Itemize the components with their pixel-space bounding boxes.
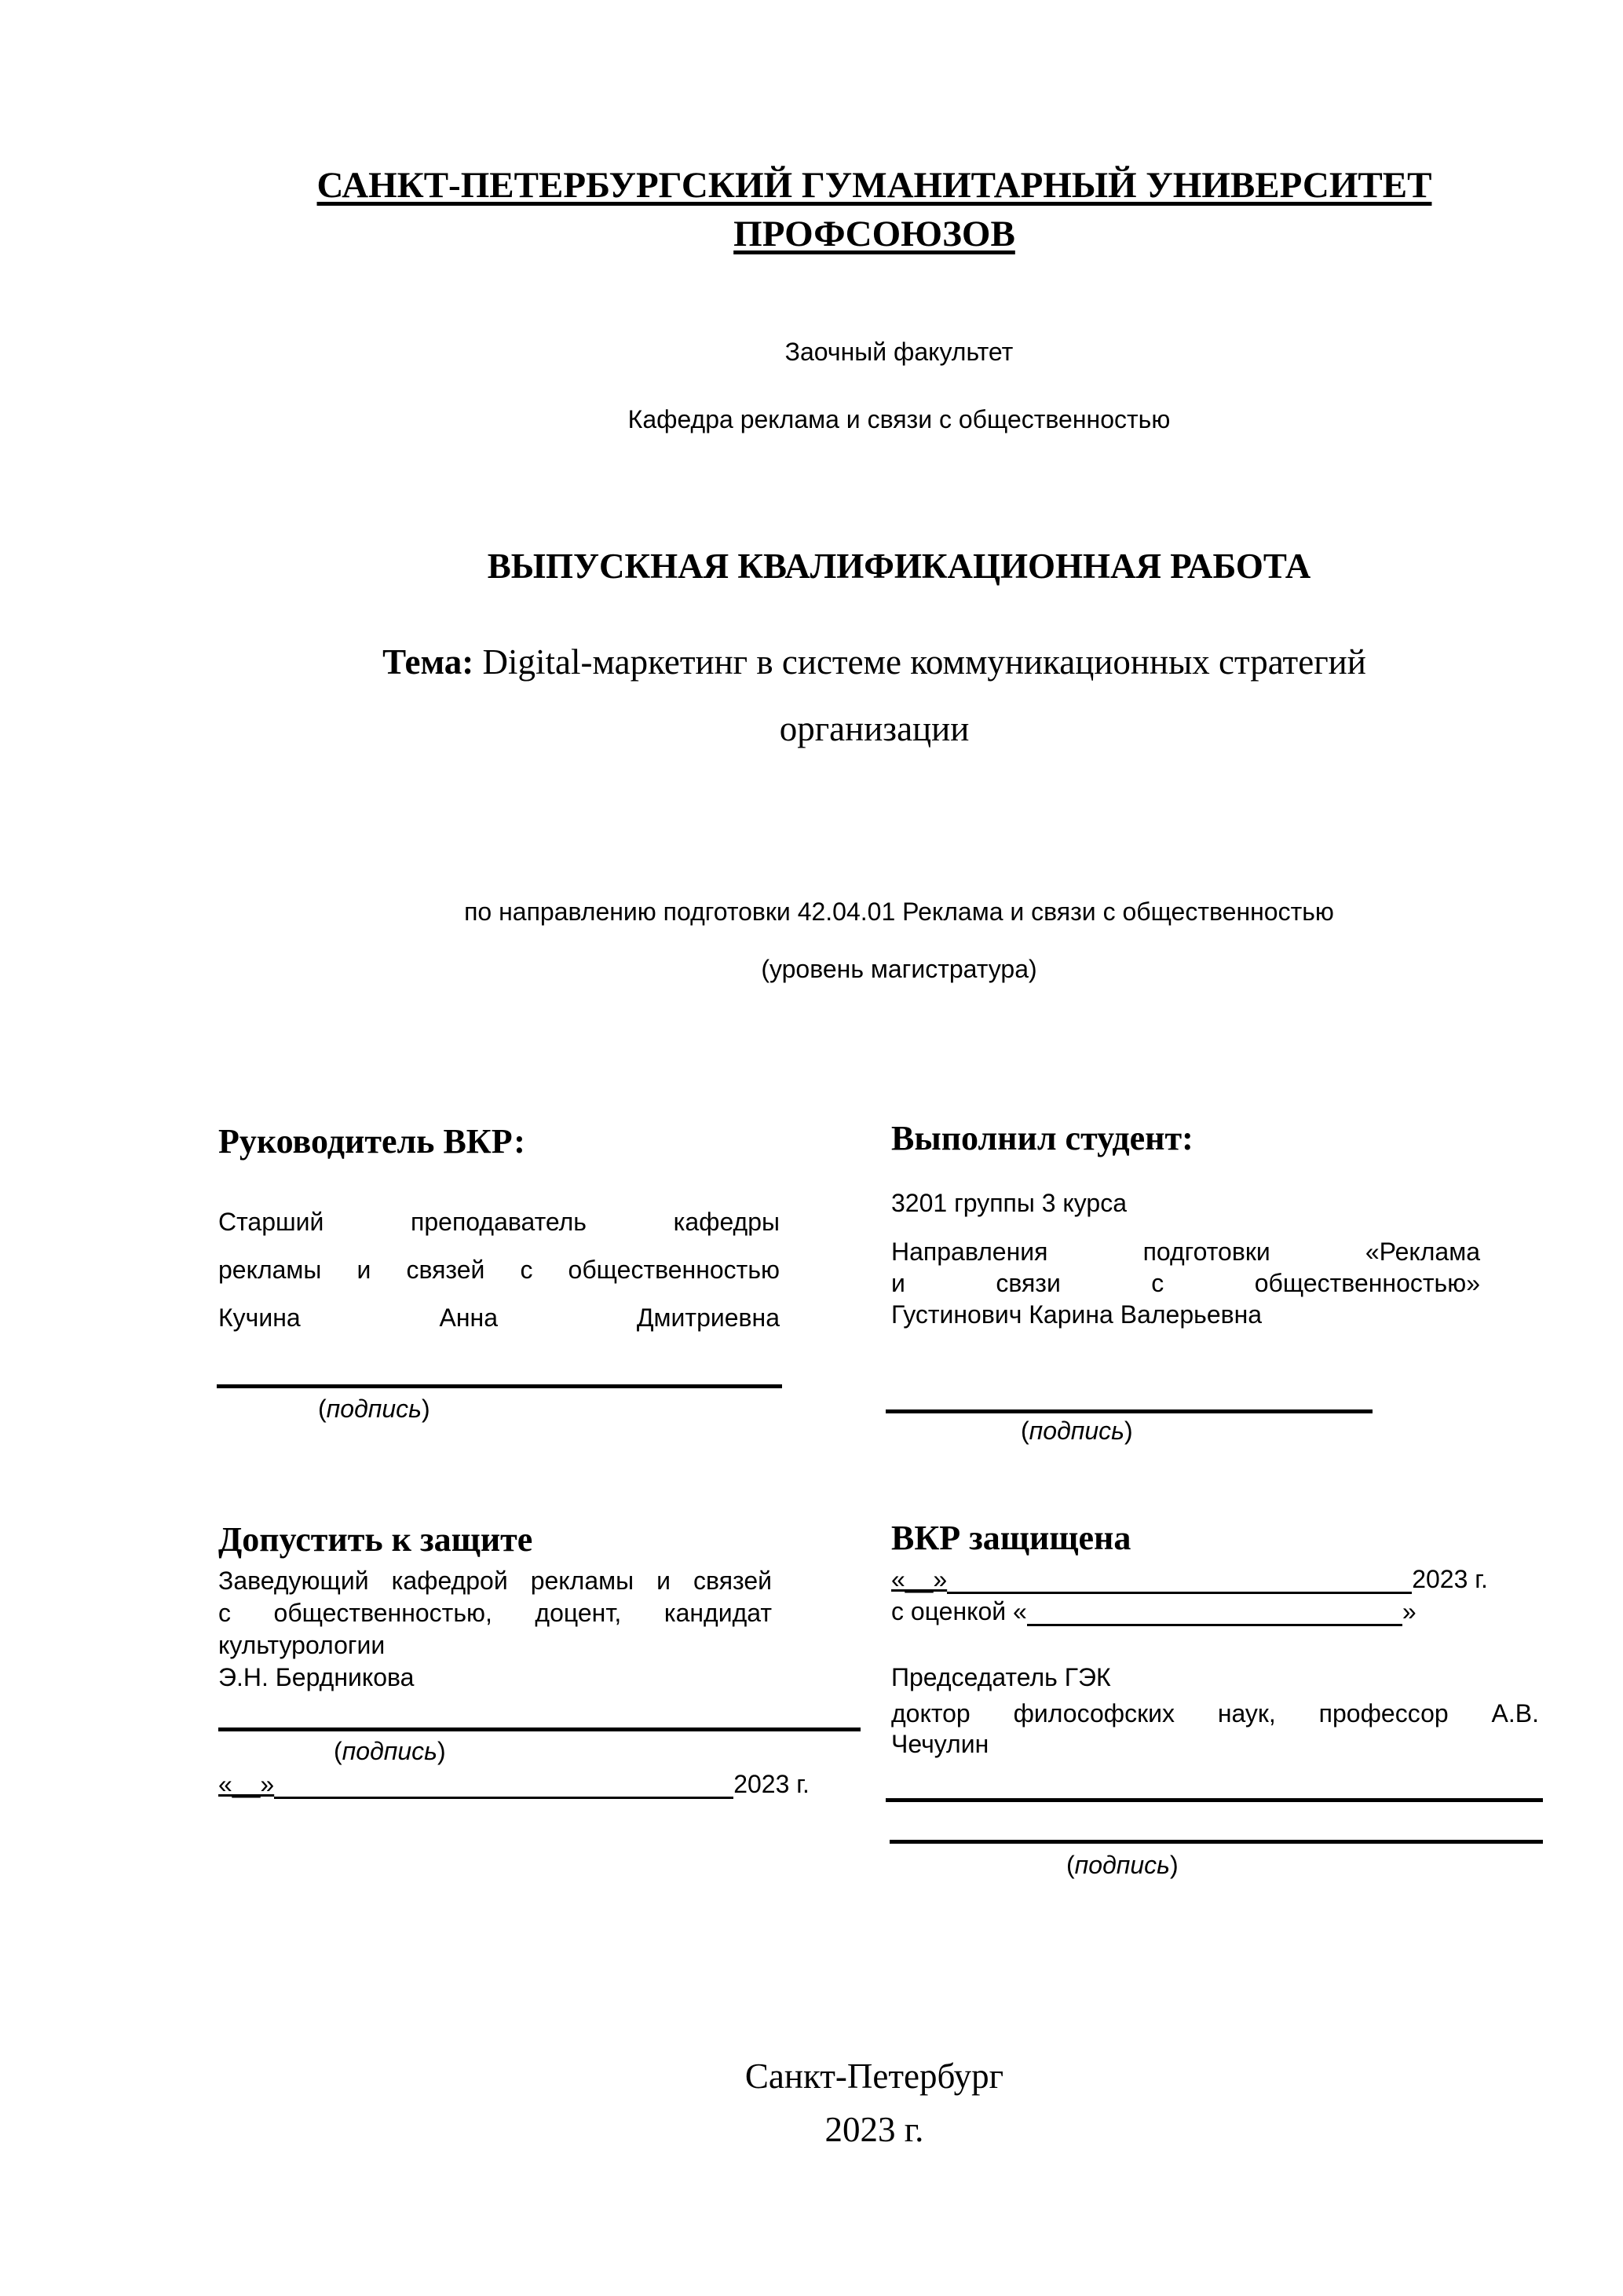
defense-signature-line2 [890, 1840, 1543, 1844]
direction: по направлению подготовки 42.04.01 Реклама и связи с общественностью [464, 898, 1334, 926]
university-name [0, 161, 1623, 258]
defense-signature-caption: (подпись) [1066, 1851, 1179, 1879]
supervisor-info [218, 1197, 780, 1343]
student-name: Густинович Карина Валерьевна [891, 1300, 1263, 1329]
admission-date [218, 1770, 810, 1799]
defense-date [891, 1565, 1488, 1594]
faculty: Заочный факультет [784, 338, 1014, 366]
supervisor-name: Кучина Анна Дмитриевна [218, 1303, 780, 1332]
defense-chair-title: Председатель ГЭК [891, 1663, 1111, 1691]
defense-grade-blank[interactable] [1027, 1600, 1402, 1626]
topic-text-line1: Digital-маркетинг в системе коммуникационных стратегий [482, 642, 1366, 682]
signature-label: подпись [326, 1395, 422, 1423]
defense-chair-line1: доктор философских наук, профессор А.В. [891, 1699, 1539, 1727]
defense-grade-prefix: с оценкой « [891, 1597, 1027, 1625]
admission-date-suffix: 2023 г. [733, 1770, 810, 1798]
student-signature-caption: (подпись) [1021, 1417, 1133, 1445]
supervisor-line2: рекламы и связей с общественностью [218, 1256, 780, 1284]
admission-date-blank[interactable] [274, 1773, 733, 1799]
student-signature-line [886, 1409, 1373, 1413]
admission-signature-line [218, 1727, 861, 1731]
work-type: ВЫПУСКНАЯ КВАЛИФИКАЦИОННАЯ РАБОТА [487, 547, 1311, 586]
admission-line3: культурологии [218, 1631, 386, 1659]
supervisor-signature-caption: (подпись) [318, 1395, 430, 1423]
supervisor-heading: Руководитель ВКР: [218, 1122, 525, 1161]
department: Кафедра реклама и связи с общественностью [627, 405, 1171, 433]
defense-heading: ВКР защищена [891, 1519, 1131, 1557]
admission-date-prefix: «__» [218, 1770, 275, 1798]
university-name-line1: САНКТ-ПЕТЕРБУРГСКИЙ ГУМАНИТАРНЫЙ УНИВЕРСИТЕТ [316, 165, 1432, 206]
signature-label: подпись [342, 1737, 437, 1765]
defense-chair-info [891, 1698, 1539, 1760]
defense-date-prefix: «__» [891, 1565, 948, 1593]
signature-label: подпись [1029, 1417, 1124, 1445]
admission-signature-caption: (подпись) [334, 1737, 446, 1765]
student-direction-line2: и связи с общественностью» [891, 1269, 1480, 1297]
admission-heading: Допустить к защите [218, 1520, 533, 1559]
supervisor-line1: Старший преподаватель кафедры [218, 1208, 780, 1236]
study-level: (уровень магистратура) [761, 955, 1037, 983]
university-name-line2: ПРОФСОЮЗОВ [733, 214, 1015, 254]
admission-info [218, 1565, 772, 1694]
admission-line1: Заведующий кафедрой рекламы и связей [218, 1567, 772, 1595]
supervisor-signature-line [217, 1384, 782, 1388]
defense-signature-line1 [886, 1798, 1543, 1802]
signature-label: подпись [1074, 1851, 1170, 1879]
topic-line2: организации [779, 709, 970, 748]
admission-name: Э.Н. Бердникова [218, 1663, 415, 1691]
defense-chair-line2: Чечулин [891, 1730, 989, 1758]
student-info [891, 1236, 1480, 1330]
footer-year: 2023 г. [824, 2110, 924, 2149]
defense-grade-suffix: » [1402, 1597, 1416, 1625]
defense-date-blank[interactable] [947, 1568, 1412, 1594]
student-heading: Выполнил студент: [891, 1119, 1193, 1157]
defense-grade [891, 1597, 1416, 1626]
student-direction-line1: Направления подготовки «Реклама [891, 1238, 1480, 1266]
topic-line1 [0, 642, 1623, 682]
admission-line2: с общественностью, доцент, кандидат [218, 1599, 772, 1627]
topic-label: Тема: [382, 642, 474, 682]
defense-date-suffix: 2023 г. [1412, 1565, 1488, 1593]
student-group: 3201 группы 3 курса [891, 1189, 1128, 1217]
footer-city: Санкт-Петербург [744, 2057, 1004, 2096]
